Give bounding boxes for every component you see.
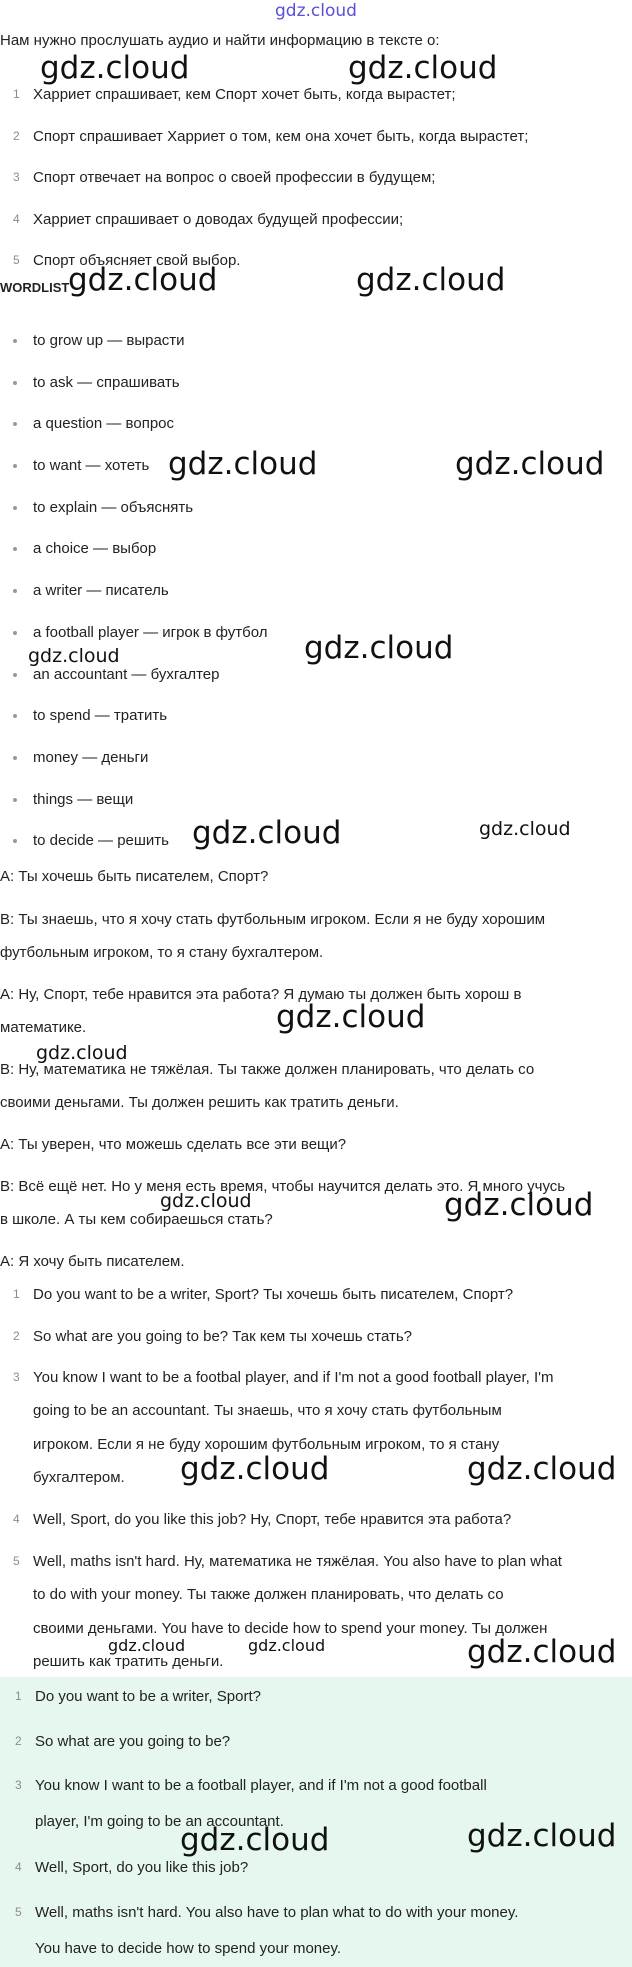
watermark: gdz.cloud xyxy=(40,50,190,86)
wordlist-heading: WORDLIST xyxy=(0,280,70,295)
watermark: gdz.cloud xyxy=(108,1636,186,1655)
item-text-line: player, I'm going to be an accountant. xyxy=(35,1813,284,1830)
word-text: to spend — тратить xyxy=(33,707,168,725)
word-text: a question — вопрос xyxy=(33,415,175,433)
watermark: gdz.cloud xyxy=(348,50,498,86)
wordlist-item xyxy=(0,403,268,445)
word-text: to decide — решить xyxy=(33,832,169,850)
wordlist-item xyxy=(0,737,268,779)
wordlist-item xyxy=(0,320,268,362)
wordlist-item xyxy=(0,695,268,737)
item-text: Do you want to be a writer, Sport? xyxy=(35,1688,261,1705)
dialogue-line: B: Ты знаешь, что я хочу стать футбольным игроком. Если я не буду хорошим xyxy=(0,911,546,928)
dialogue-line: B: Всё ещё нет. Но у меня есть время, чтобы научится делать это. Я много учусь xyxy=(0,1178,566,1195)
word-text: money — деньги xyxy=(33,748,149,766)
word-text: to grow up — вырасти xyxy=(33,332,185,349)
item-text: Well, Sport, do you like this job? Ну, Спорт, тебе нравится эта работа? xyxy=(33,1511,512,1528)
bullet-icon xyxy=(13,339,17,343)
list-item xyxy=(0,1545,630,1578)
site-logo[interactable]: gdz.cloud xyxy=(275,1,357,21)
dialogue-line: футбольным игроком, то я стану бухгалтером. xyxy=(0,944,324,961)
item-text: Спорт спрашивает Харриет о том, кем она хочет быть, когда вырастет; xyxy=(33,127,529,145)
watermark: gdz.cloud xyxy=(180,1451,330,1487)
bullet-icon xyxy=(13,714,17,718)
watermark: gdz.cloud xyxy=(304,630,454,666)
bullet-icon xyxy=(13,673,17,677)
word-text: a writer — писатель xyxy=(33,582,169,600)
list-item xyxy=(0,1361,632,1394)
list-item xyxy=(0,1680,630,1713)
list-item xyxy=(0,1769,630,1802)
bullet-icon xyxy=(13,798,17,802)
dialogue-line: A: Ну, Спорт, тебе нравится эта работа? Я думаю ты должен быть хорош в xyxy=(0,986,522,1003)
bullet-icon xyxy=(13,756,17,760)
bullet-icon xyxy=(13,839,17,843)
dialogue-line: A: Ты хочешь быть писателем, Спорт? xyxy=(0,868,269,885)
watermark: gdz.cloud xyxy=(192,815,342,851)
item-text: So what are you going to be? xyxy=(35,1733,231,1750)
list-item xyxy=(0,1896,630,1929)
list-item xyxy=(0,1503,630,1536)
watermark: gdz.cloud xyxy=(356,262,506,298)
item-number: 1 xyxy=(13,1287,20,1301)
item-number: 3 xyxy=(15,1778,22,1792)
word-text: to want — хотеть xyxy=(33,457,150,475)
list-item xyxy=(0,1725,630,1758)
task-points-list xyxy=(0,74,528,282)
wordlist-item xyxy=(0,362,268,404)
dialogue-line: A: Ты уверен, что можешь сделать все эти вещи? xyxy=(0,1136,347,1153)
word-text: to ask — спрашивать xyxy=(33,373,180,391)
item-number: 5 xyxy=(13,1554,20,1568)
item-text: Спорт отвечает на вопрос о своей профессии в будущем; xyxy=(33,169,436,186)
watermark: gdz.cloud xyxy=(467,1451,617,1487)
bullet-icon xyxy=(13,464,17,468)
item-text: Well, maths isn't hard. You also have to plan what to do with your money. xyxy=(35,1904,519,1921)
bullet-icon xyxy=(13,381,17,385)
dialogue-line: A: Я хочу быть писателем. xyxy=(0,1253,185,1270)
item-text-line: игроком. Если я не буду хорошим футбольным игроком, то я стану xyxy=(33,1436,500,1453)
list-item xyxy=(0,199,528,241)
item-text-line: You have to decide how to spend your money. xyxy=(35,1940,342,1957)
item-text: Спорт объясняет свой выбор. xyxy=(33,252,241,269)
watermark: gdz.cloud xyxy=(276,999,426,1035)
list-item xyxy=(0,1320,630,1353)
word-text: to explain — объяснять xyxy=(33,498,194,516)
item-number: 1 xyxy=(15,1689,22,1703)
watermark: gdz.cloud xyxy=(168,446,318,482)
watermark: gdz.cloud xyxy=(455,446,605,482)
item-text: So what are you going to be? Так кем ты хочешь стать? xyxy=(33,1328,412,1345)
item-number: 4 xyxy=(13,1512,20,1526)
item-number: 2 xyxy=(15,1734,22,1748)
bullet-icon xyxy=(13,547,17,551)
item-text: Харриет спрашивает, кем Спорт хочет быть, когда вырастет; xyxy=(33,86,456,103)
dialogue-line: своими деньгами. Ты должен решить как тратить деньги. xyxy=(0,1094,399,1111)
item-number: 3 xyxy=(13,1370,20,1384)
wordlist-item xyxy=(0,487,268,529)
list-item xyxy=(0,157,528,199)
list-item xyxy=(0,1278,630,1311)
word-text: things — вещи xyxy=(33,790,134,808)
list-item xyxy=(0,116,528,158)
bullet-icon xyxy=(13,506,17,510)
item-text: You know I want to be a football player, and if I'm not a good football xyxy=(35,1777,487,1794)
item-number: 4 xyxy=(15,1860,22,1874)
item-text: Харриет спрашивает о доводах будущей профессии; xyxy=(33,210,404,228)
item-text: Well, maths isn't hard. Ну, математика не тяжёлая. You also have to plan what xyxy=(33,1553,562,1570)
watermark: gdz.cloud xyxy=(36,1042,128,1064)
item-text-line: бухгалтером. xyxy=(33,1469,125,1486)
wordlist-item xyxy=(0,570,268,612)
item-number: 5 xyxy=(15,1905,22,1919)
item-text-line: going to be an accountant. Ты знаешь, что я хочу стать футбольным xyxy=(33,1402,502,1419)
watermark: gdz.cloud xyxy=(28,645,120,667)
item-text-line: решить как тратить деньги. xyxy=(33,1653,224,1670)
item-number: 1 xyxy=(13,87,20,101)
item-text-line: своими деньгами. You have to decide how to spend your money. Ты должен xyxy=(33,1620,548,1637)
watermark: gdz.cloud xyxy=(444,1187,594,1223)
item-number: 2 xyxy=(13,1329,20,1343)
wordlist-item xyxy=(0,779,268,821)
watermark: gdz.cloud xyxy=(68,262,218,298)
watermark: gdz.cloud xyxy=(248,1636,326,1655)
bullet-icon xyxy=(13,422,17,426)
item-text-line: to do with your money. Ты также должен планировать, что делать со xyxy=(33,1586,504,1603)
dialogue-line: математике. xyxy=(0,1019,87,1036)
dialogue-line: B: Ну, математика не тяжёлая. Ты также должен планировать, что делать со xyxy=(0,1061,535,1078)
watermark: gdz.cloud xyxy=(467,1634,617,1670)
item-number: 5 xyxy=(13,253,20,267)
wordlist-item xyxy=(0,528,268,570)
watermark: gdz.cloud xyxy=(467,1818,617,1854)
item-text: Do you want to be a writer, Sport? Ты хочешь быть писателем, Спорт? xyxy=(33,1286,514,1303)
watermark: gdz.cloud xyxy=(479,818,571,840)
word-text: an accountant — бухгалтер xyxy=(33,665,220,683)
item-text: Well, Sport, do you like this job? xyxy=(35,1859,249,1876)
word-text: a football player — игрок в футбол xyxy=(33,623,268,641)
item-text: You know I want to be a footbal player, and if I'm not a good football player, I'm xyxy=(33,1369,554,1386)
word-text: a choice — выбор xyxy=(33,540,157,558)
bullet-icon xyxy=(13,631,17,635)
intro-text: Нам нужно прослушать аудио и найти информацию в тексте о: xyxy=(0,32,440,49)
item-number: 4 xyxy=(13,211,20,226)
wordlist xyxy=(0,320,268,862)
watermark: gdz.cloud xyxy=(180,1822,330,1858)
bullet-icon xyxy=(13,589,17,593)
watermark: gdz.cloud xyxy=(160,1190,252,1212)
item-number: 2 xyxy=(13,128,20,143)
dialogue-line: в школе. А ты кем собираешься стать? xyxy=(0,1211,273,1228)
item-number: 3 xyxy=(13,170,20,184)
